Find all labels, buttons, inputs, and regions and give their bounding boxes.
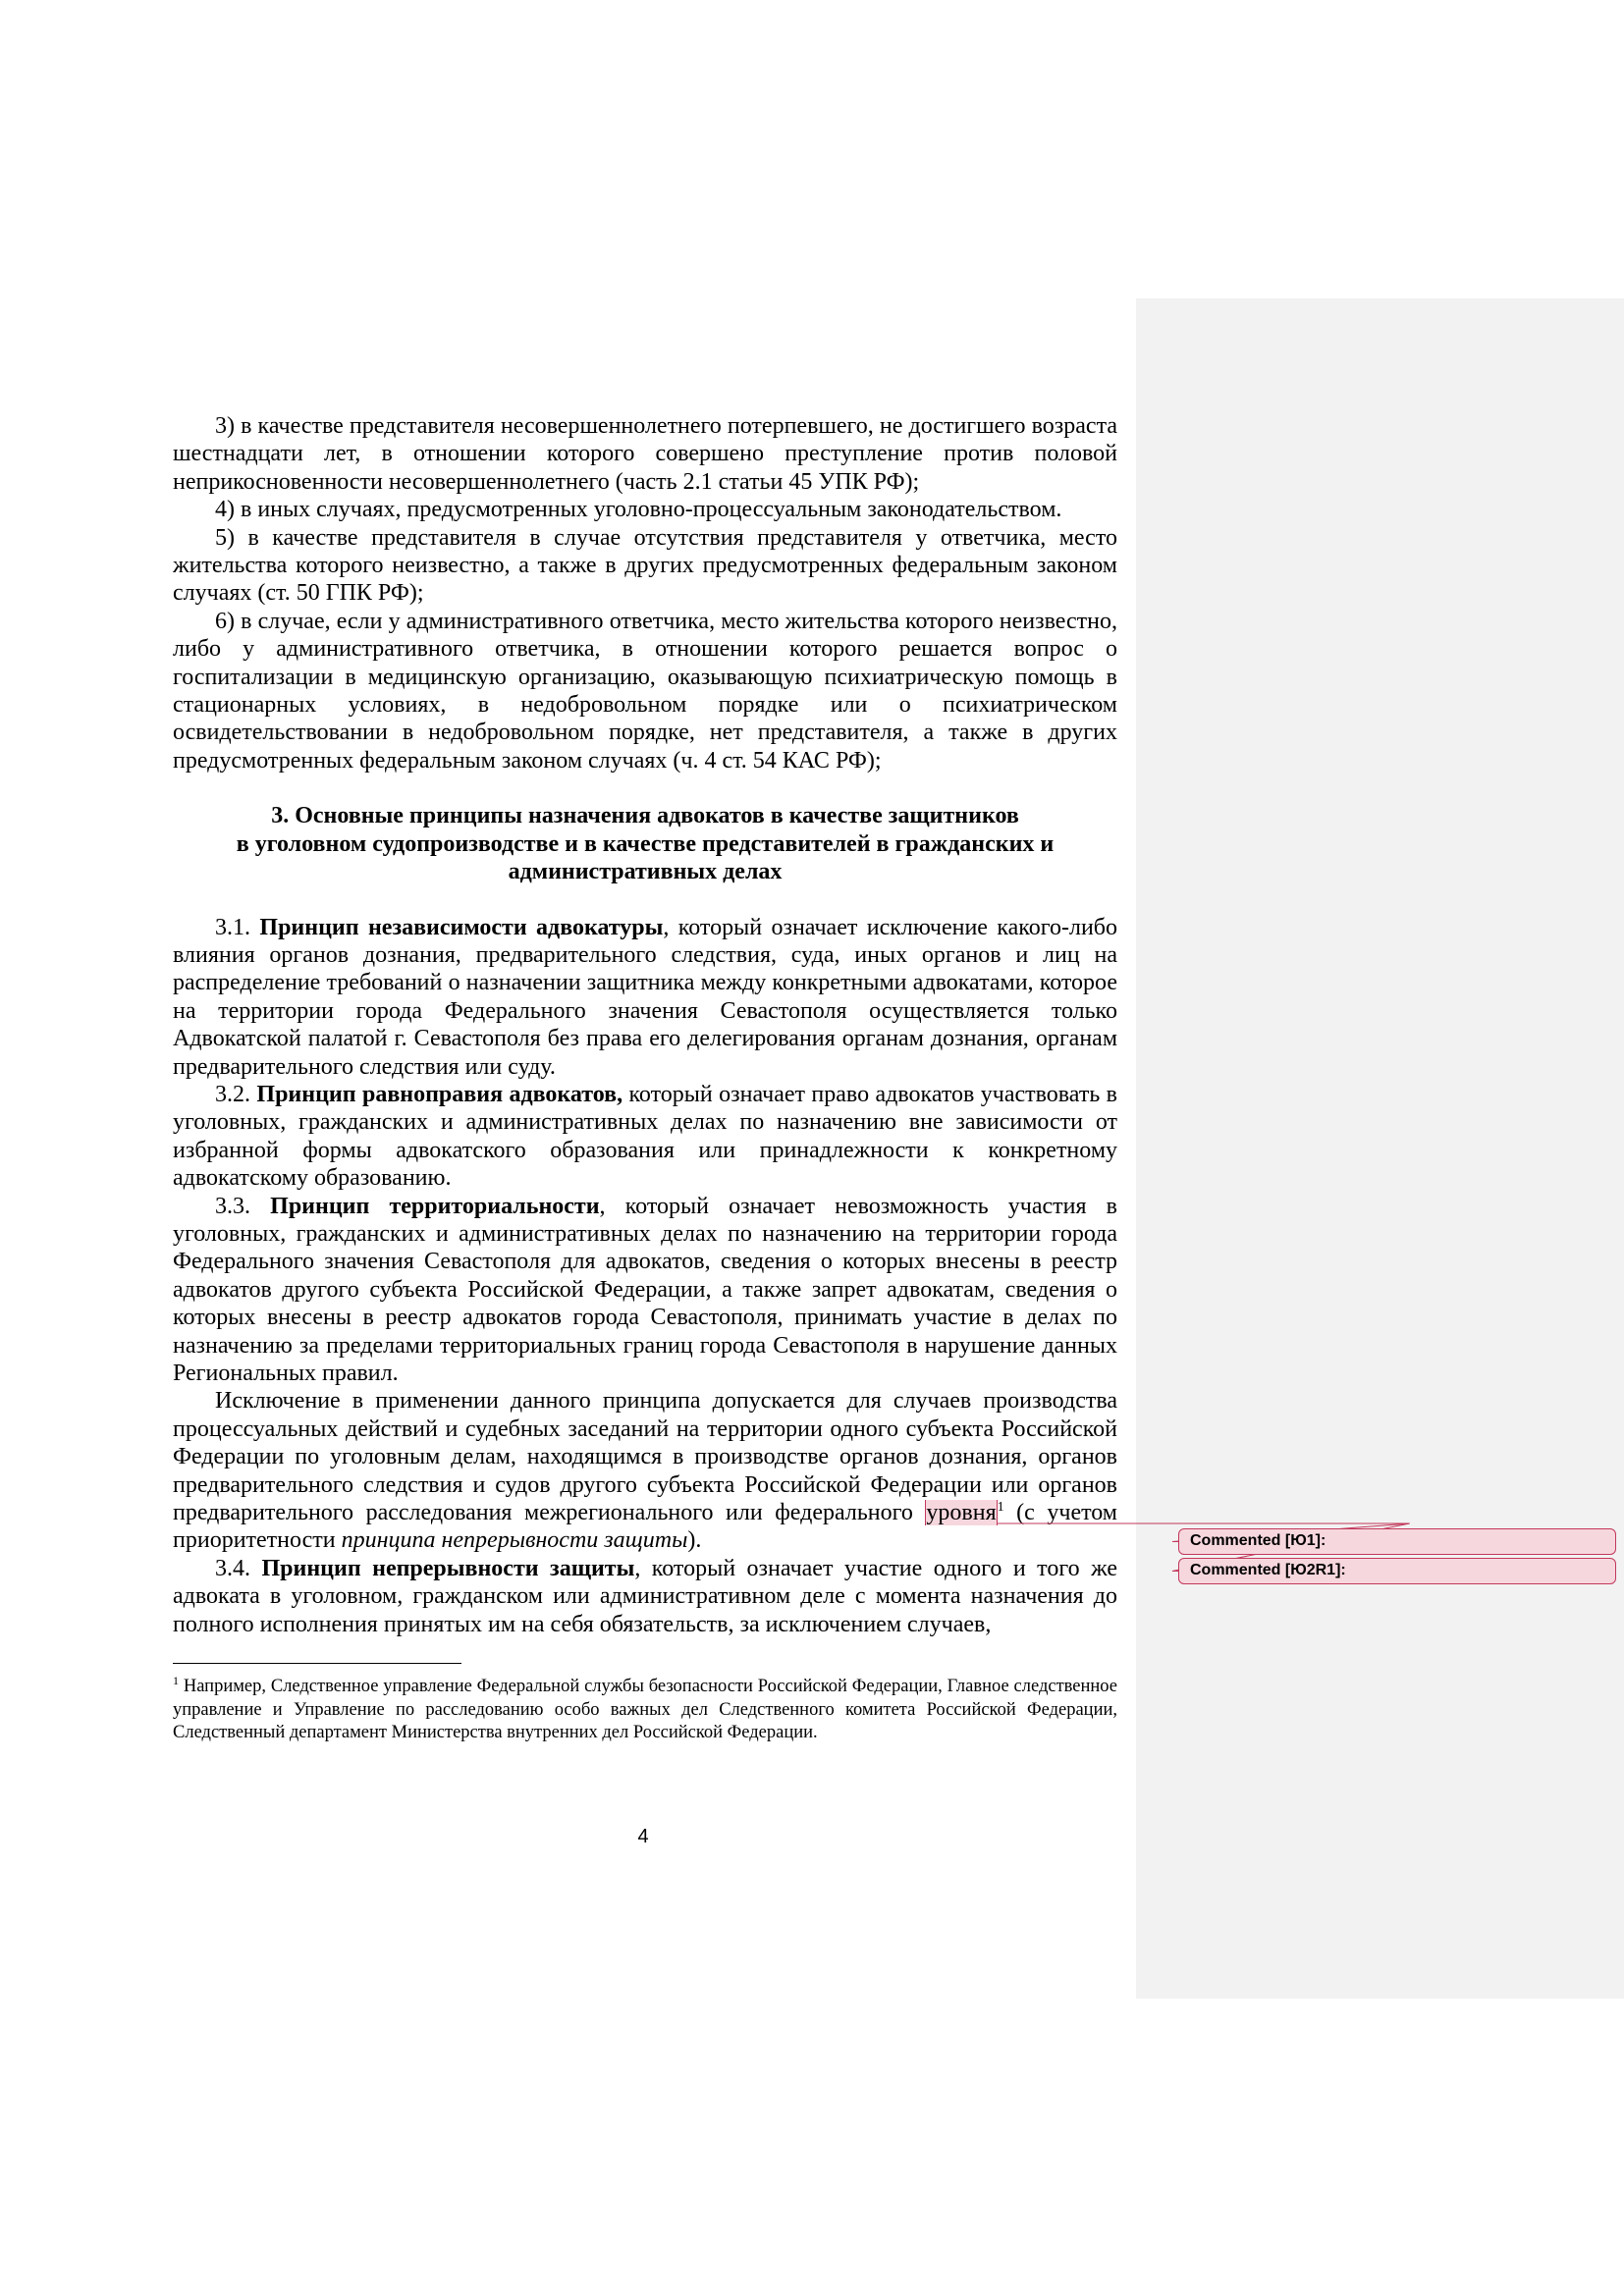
commented-text[interactable]: уровня [926, 1500, 997, 1526]
paragraph-item-3: 3) в качестве представителя несовершеннолетнего потерпевшего, не достигшего возраста шестнадцати лет, в отношении которого совершено преступление против половой неприкосновенности несовершеннолетнего (часть 2.1 статьи 45 УПК РФ); [173, 413, 1117, 495]
clause-text: , который означает участие одного и того же адвоката в уголовном, гражданском или административном деле с момента назначения до полного исполнения принятых им на себя обязательств, за исключением случаев, [173, 1555, 1118, 1637]
exception-text-end: ). [687, 1527, 702, 1554]
comment-label: Commented [Ю1]: [1190, 1532, 1326, 1549]
footnote-text: Например, Следственное управление Федеральной службы безопасности Российской Федерации, Главное следственное управление и Управление по расследованию особо важных дел Следственного комитета Российской Федерации, Следственный департамент Министерства внутренних дел Российской Федерации. [173, 1677, 1117, 1742]
clause-title: Принцип непрерывности защиты [261, 1555, 635, 1581]
comment-label: Commented [Ю2R1]: [1190, 1562, 1346, 1578]
document-body [173, 412, 1117, 1638]
paragraph-item-5: 5) в качестве представителя в случае отсутствия представителя у ответчика, место жительства которого неизвестно, а также в других предусмотренных федеральным законом случаях (ст. 50 ГПК РФ); [173, 524, 1117, 607]
exception-text-2: (с учетом приоритетности [173, 1500, 1117, 1554]
clause-text: который означает право адвокатов участвовать в уголовных, гражданских и административных делах по назначению вне зависимости от избранной формы адвокатского образования или принадлежности к конкретному адвокатскому образованию. [173, 1081, 1118, 1192]
section-heading-line-2: в уголовном судопроизводстве и в качестве представителей в гражданских и [236, 830, 1055, 857]
clause-number: 3.2. [215, 1081, 257, 1107]
clause-title: Принцип равноправия адвокатов, [256, 1081, 623, 1107]
section-heading-line-3: административных делах [508, 859, 783, 885]
footnote-reference[interactable]: 1 [997, 1500, 1004, 1516]
clause-text: , который означает исключение какого-либо влияния органов дознания, предварительного следствия, суда, иных органов и лиц на распределение требований о назначении защитника между конкретными адвокатами, которое на территории города Федерального значения Севастополя осуществляется только Адвокатской палатой г. Севастополя без права его делегирования органам дознания, органам предварительного следствия или суду. [173, 914, 1118, 1080]
footnote [173, 1673, 1117, 1745]
clause-title: Принцип территориальности [270, 1193, 600, 1219]
comment-box-2[interactable] [1178, 1558, 1616, 1584]
paragraph-item-4: 4) в иных случаях, предусмотренных уголовно-процессуальным законодательством. [215, 497, 1062, 523]
italic-term: принципа непрерывности защиты [341, 1527, 688, 1554]
page-number: 4 [637, 1826, 649, 1847]
paragraph-item-6: 6) в случае, если у административного ответчика, место жительства которого неизвестно, либо у административного ответчика, в отношении которого решается вопрос о госпитализации в медицинскую организацию, оказывающую психиатрическую помощь в стационарных условиях, в недобровольном порядке или о психиатрическом освидетельствовании в недобровольном порядке, нет представителя, а также в других предусмотренных федеральным законом случаях (ч. 4 ст. 54 КАС РФ); [173, 608, 1117, 774]
clause-text: , который означает невозможность участия в уголовных, гражданских и административных делах по назначению на территории города Федерального значения Севастополя для адвокатов, сведения о которых внесены в реестр адвокатов другого субъекта Российской Федерации, а также запрет адвокатам, сведения о которых внесены в реестр адвокатов города Севастополя, принимать участие в делах по назначению за пределами территориальных границ города Севастополя в нарушение данных Региональных правил. [173, 1193, 1118, 1386]
clause-number: 3.1. [215, 914, 260, 940]
exception-text: Исключение в применении данного принципа допускается для случаев производства процессуальных действий и судебных заседаний на территории одного субъекта Российской Федерации по уголовным делам, находящимся в производстве органов дознания, органов предварительного следствия и судов другого субъекта Российской Федерации или органов предварительного расследования межрегионального или федерального [173, 1388, 1117, 1526]
comment-pane [1136, 298, 1624, 1999]
section-heading-line-1: 3. Основные принципы назначения адвокатов в качестве защитников [271, 803, 1019, 829]
clause-3-4 [173, 1555, 1117, 1638]
clause-3-3 [173, 1193, 1117, 1388]
clause-3-1 [173, 914, 1117, 1081]
comment-box-1[interactable] [1178, 1528, 1616, 1555]
clause-title: Принцип независимости адвокатуры [259, 914, 664, 940]
footnote-number: 1 [173, 1673, 179, 1687]
section-heading [173, 802, 1117, 885]
clause-number: 3.3. [215, 1193, 271, 1219]
exception-paragraph [173, 1387, 1117, 1554]
footnote-separator [173, 1663, 461, 1664]
clause-number: 3.4. [215, 1555, 262, 1581]
clause-3-2 [173, 1081, 1117, 1193]
